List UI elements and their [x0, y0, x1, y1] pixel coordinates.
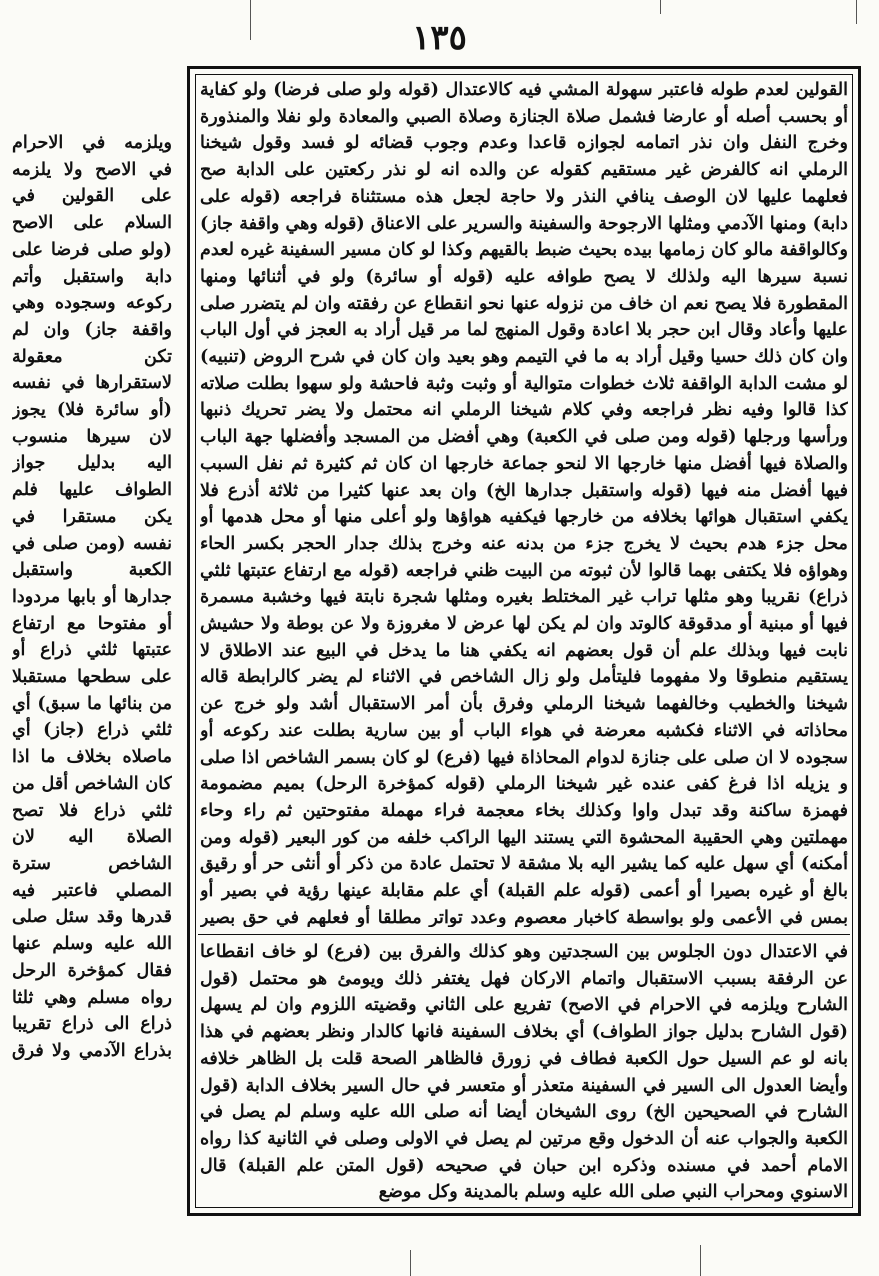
scan-mark — [660, 0, 661, 14]
gloss-body — [200, 939, 848, 1204]
page-number: ١٣٥ — [412, 18, 467, 58]
scan-mark — [700, 1245, 701, 1276]
margin-main-text — [12, 130, 172, 1060]
page-frame — [187, 66, 861, 1216]
commentary-body — [200, 77, 848, 927]
scan-mark — [410, 1250, 411, 1276]
section-divider — [198, 934, 850, 935]
scan-mark — [250, 0, 251, 40]
margin-paragraph: ويلزمه في الاحرام في الاصح ولا يلزمه على القولين في السلام على الاصح (ولو صلى فرضا على دابة واستقبل وأتم ركوعه وسجوده وهي واقفة جاز) وان لم تكن معقولة لاستقرارها في نفسه (أو سائرة فلا) يجوز لان سيرها منسوب اليه بدليل جواز الطواف عليها فلم يكن مستقرا في نفسه (ومن صلى في الكعبة واستقبل جدارها أو بابها مردودا أو مفتوحا مع ارتفاع عتبتها ثلثي ذراع أو على سطحها مستقبلا من بنائها ما سبق) أي ثلثي ذراع (جاز) أي ماصلاه بخلاف ما اذا كان الشاخص أقل من ثلثي ذراع فلا تصح الصلاة اليه لان الشاخص سترة المصلي فاعتبر فيه قدرها وقد سئل صلى الله عليه وسلم عنها فقال كمؤخرة الرحل رواه مسلم وهي ثلثا ذراع الى ذراع تقريبا بذراع الآدمي ولا فرق — [12, 132, 172, 1060]
commentary-paragraph: القولين لعدم طوله فاعتبر سهولة المشي فيه كالاعتدال (قوله ولو صلى فرضا) ولو كفاية أو بحسب أصله أو عارضا فشمل صلاة الجنازة وصلاة الصبي والمعادة ولو نفلا والمنذورة وخرج النفل وان نذر اتمامه لجوازه قاعدا وعدم وجوب قضائه لو فسد وقول شيخنا الرملي انه كالفرض غير مستقيم كقوله عن والده انه لو نذر ركعتين على الدابة صح فعلهما عليها لان الوصف ينافي النذر ولا حاجة لجعل هذه مستثناة فراجعه (قوله على دابة) ومنها الآدمي ومثلها الارجوحة والسفينة والسرير على الاعناق (قوله وهي واقفة جاز) وكالواقفة مالو كان زمامها بيده بحيث ضبط بالقيهم وكذا لو كان مسير السفينة غيره لعدم نسبة سيرها اليه ولذلك لا يصح طوافه عليه (قوله أو سائرة) ولو في أثنائها ومنها المقطورة فلا يصح نعم ان خاف من نزوله عنها نحو انقطاع عن رفقته وان لم يتضرر صلى عليها وأعاد وقال ابن حجر بلا اعادة وقول المنهج لما مر قيل أراد به العجز في أول الباب وان كان ذلك حسيا وقيل أراد به ما في التيمم وهو بعيد وان كان في شرح الروض (تنبيه) لو مشت الدابة الواقفة ثلاث خطوات متوالية أو وثبت وثبة فاحشة ولو سهوا بطلت صلاته كذا قالوا وفيه نظر فراجعه وفي كلام شيخنا الرملي انه محتمل ولا يضر تحريك ذنبها ورأسها ورجلها (قوله ومن صلى في الكعبة) وهي أفضل من المسجد وأفضلها جهة الباب والصلاة فيها أفضل منها خارجها الا لنحو جماعة خارجها ان كان ثم كثيرة ثم نفل السبب فيها أفضل منه فيها (قوله واستقبل جدارها الخ) وان بعد عنها كثيرا من ثلاثة أذرع فلا يكفي استقبال هوائها بخلافه من خارجها فيكفيه هواؤها ولو أعلى منها أو محل هدمها أو محل جزء هدم بحيث لا يخرج جزء من بدنه عنه وخرج بذلك جدار الحجر بكسر الحاء وهواؤه فلا يكتفى بهما قالوا لأن ثبوته من البيت ظني فراجعه (قوله مع ارتفاع عتبتها ثلثي ذراع) نقريبا وهو مثلها تراب غير المختلط بغيره ومثلها شجرة نابتة فيها وخشبة مسمرة فيها أو مبنية أو مدقوقة كالوتد وان لم يكن لها عرض لا مغروزة ولا عن بوطة ولا حشيش نابت فيها وبذلك علم أن قول بعضهم انه يكفي هنا ما يدخل في البيع عند الاطلاق لا يستقيم منطوقا ولا مفهوما فليتأمل ولو زال الشاخص في الاثناء لم يضر كالرابطة قاله شيخنا والخطيب وخالفهما شيخنا الرملي وفرق بأن أمر الاستقبال أشد ولو خرج عن محاذاته في الاثناء فكشبه معرضة في هواء الباب أو بين سارية بطلت عند ركوعه أو سجوده لا ان صلى على جنازة لدوام المحاذاة فيها (فرع) لو كان بسمر الشاخص اذا صلى و يزيله اذا فرغ كفى عنده غير شيخنا الرملي (قوله كمؤخرة الرحل) بميم مضمومة فهمزة ساكنة وقد تبدل واوا وكذلك بخاء معجمة فراء مهملة مفتوحتين ثم راء وحاء مهملتين وهي الحقيبة المحشوة التي يستند اليها الراكب خلفه من كور البعير (قوله ومن أمكنه) أي سهل عليه كما يشير اليه بلا مشقة لا تحتمل عادة من ذكر أو أنثى حر أو رقيق بالغ أو غيره بصيرا أو أعمى (قوله علم القبلة) أي علم مقابلة عينها رؤية في بصير أو بمس في الأعمى ولو بواسطة كاخبار معصوم وعدد تواتر مطلقا أو فعلهم في حق بصير — [200, 79, 848, 927]
scan-mark — [856, 0, 857, 24]
gloss-paragraph: في الاعتدال دون الجلوس بين السجدتين وهو كذلك والفرق بين (فرع) لو خاف انقطاعا عن الرفقة بسبب الاستقبال واتمام الاركان فهل يغتفر ذلك ويومئ هو محتمل (قول الشارح ويلزمه في الاحرام في الاصح) تفريع على الثاني وقضيته اللزوم وان لم يسهل (قول الشارح بدليل جواز الطواف) أي بخلاف السفينة فانها كالدار ونظر بعضهم في هذا بانه لو عم السيل حول الكعبة فطاف في زورق فالظاهر الصحة قلت بل الظاهر خلافه وأيضا العدول الى السير في السفينة متعذر أو متعسر في حال السير بخلاف الدابة (قول الشارح في الصحيحين الخ) روى الشيخان أيضا أنه صلى الله عليه وسلم لم يصل في الكعبة والجواب عنه أن الدخول وقع مرتين لم يصل في الاولى وصلى في الثانية كذا رواه الامام أحمد في مسنده وذكره ابن حبان في صحيحه (قول المتن علم القبلة) قال الاسنوي ومحراب النبي صلى الله عليه وسلم بالمدينة وكل موضع — [200, 941, 848, 1203]
